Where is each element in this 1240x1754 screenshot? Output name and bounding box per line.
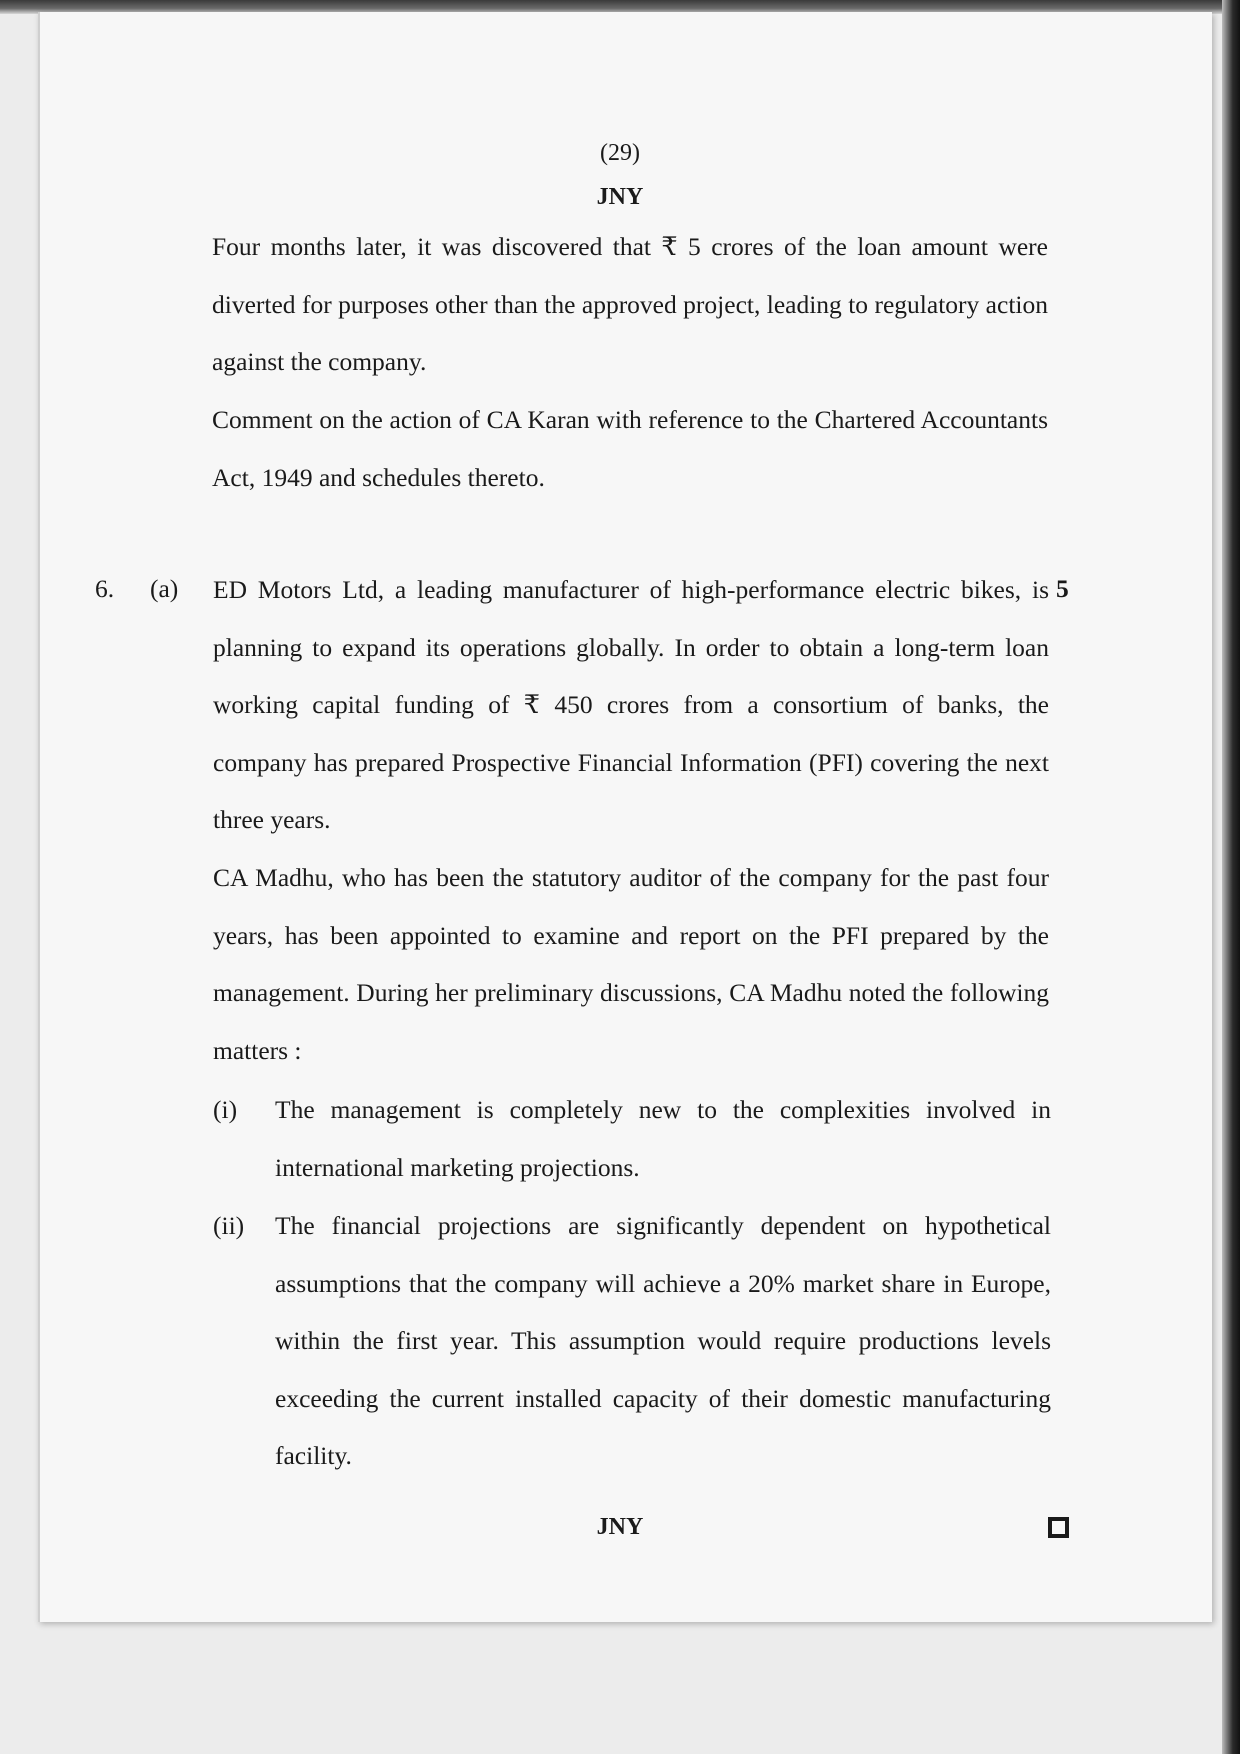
- page-end-square-icon: [1048, 1517, 1069, 1538]
- header-paper-code: JNY: [596, 184, 644, 210]
- question-part: (a): [150, 574, 179, 603]
- question-paragraph-1: ED Motors Ltd, a leading manufacturer of high-performance electric bikes, is planning to expand its operations globally. In order to obtain a long-term loan working capital funding of ₹ 450 crores from a consortium of banks, the company has prepared Prospective Financial Information (PFI) covering the next three years.: [213, 575, 1049, 834]
- question-marks: 5: [1056, 574, 1069, 603]
- matter-i-number: (i): [213, 1095, 238, 1124]
- matter-ii-text: The financial projections are significantly dependent on hypothetical assumptions that the company will achieve a 20% market share in Europe, within the first year. This assumption would require productions levels exceeding the current installed capacity of their domestic manufacturing facility.: [275, 1211, 1051, 1470]
- exam-page: [38, 12, 1212, 1622]
- matter-ii-number: (ii): [213, 1211, 245, 1240]
- page-number: (29): [600, 140, 640, 166]
- intro-paragraph-2: Comment on the action of CA Karan with reference to the Chartered Accountants Act, 1949 and schedules thereto.: [212, 405, 1048, 492]
- question-number: 6.: [95, 574, 115, 603]
- question-paragraph-2: CA Madhu, who has been the statutory auditor of the company for the past four years, has been appointed to examine and report on the PFI prepared by the management. During her preliminary discussions, CA Madhu noted the following matters :: [213, 863, 1049, 1065]
- matter-i-text: The management is completely new to the complexities involved in international marketing projections.: [275, 1095, 1051, 1182]
- footer-paper-code: JNY: [596, 1514, 644, 1540]
- intro-paragraph-1: Four months later, it was discovered that ₹ 5 crores of the loan amount were diverted for purposes other than the approved project, leading to regulatory action against the company.: [212, 232, 1048, 376]
- scan-edge-right: [1222, 0, 1240, 1754]
